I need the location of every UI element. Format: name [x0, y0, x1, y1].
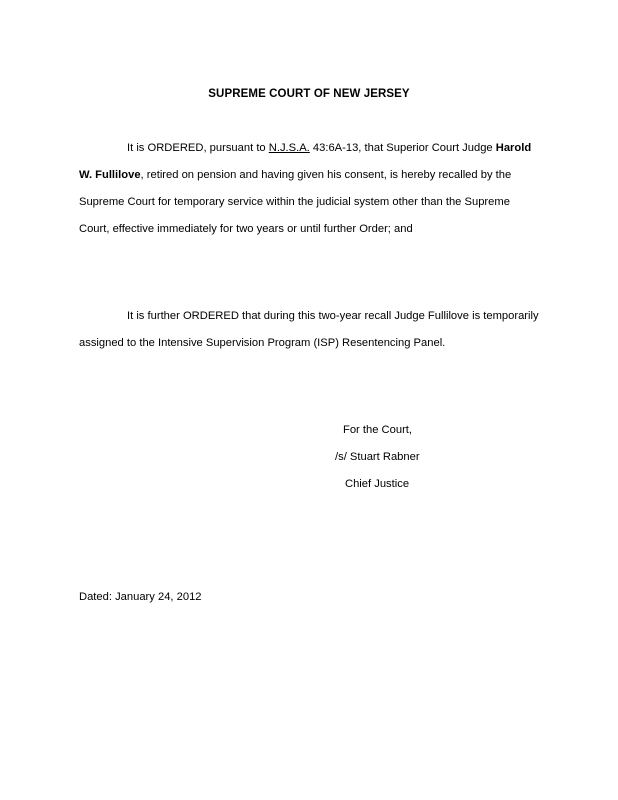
paragraph-1-rest: , retired on pension and having given his consent, is hereby recalled by the Supreme Court for temporary service within the judicial system other than the Supreme Court, effective immediately for two years or until further Order; and — [79, 169, 512, 235]
paragraph-1-intro: It is ORDERED, pursuant to — [127, 142, 269, 154]
paragraph-2-text: It is further ORDERED that during this two-year recall Judge Fullilove is temporarily assigned to the Intensive Supervision Program (ISP) Resentencing Panel. — [79, 310, 539, 349]
order-paragraph-2 — [79, 303, 543, 357]
statute-citation: N.J.S.A. — [268, 142, 310, 154]
order-paragraph-1 — [79, 135, 543, 243]
document-title: SUPREME COURT OF NEW JERSEY — [208, 88, 410, 100]
for-the-court: For the Court, — [343, 424, 413, 436]
dated-line: Dated: January 24, 2012 — [79, 591, 202, 603]
paragraph-1-after-statute: 43:6A-13, that Superior Court Judge — [309, 142, 496, 154]
signer-title: Chief Justice — [345, 478, 410, 490]
signer-name: /s/ Stuart Rabner — [335, 451, 420, 463]
judge-name: Harold W. Fullilove — [79, 142, 532, 181]
